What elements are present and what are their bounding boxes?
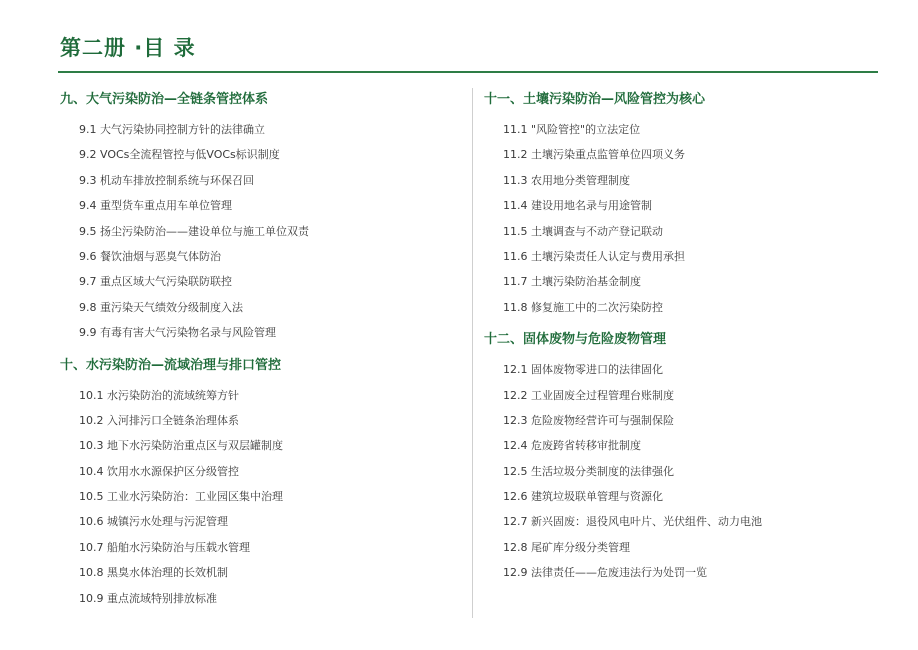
toc-item-10-1: 10.1 水污染防治的流域统筹方针 — [79, 388, 239, 402]
toc-item-11-2: 11.2 土壤污染重点监管单位四项义务 — [503, 148, 685, 162]
column-divider — [472, 88, 473, 618]
toc-item-12-5: 12.5 生活垃圾分类制度的法律强化 — [503, 464, 674, 478]
toc-item-9-2: 9.2 VOCs全流程管控与低VOCs标识制度 — [79, 148, 280, 162]
toc-item-10-8: 10.8 黑臭水体治理的长效机制 — [79, 566, 228, 580]
toc-item-11-5: 11.5 土壤调查与不动产登记联动 — [503, 224, 663, 238]
toc-item-12-3: 12.3 危险废物经营许可与强制保险 — [503, 413, 674, 427]
toc-item-9-6: 9.6 餐饮油烟与恶臭气体防治 — [79, 249, 221, 263]
toc-item-10-3: 10.3 地下水污染防治重点区与双层罐制度 — [79, 439, 283, 453]
toc-item-10-2: 10.2 入河排污口全链条治理体系 — [79, 413, 239, 427]
toc-right-column — [484, 90, 884, 596]
toc-item-12-8: 12.8 尾矿库分级分类管理 — [503, 540, 630, 554]
toc-item-10-7: 10.7 船舶水污染防治与压载水管理 — [79, 540, 250, 554]
toc-item-12-9: 12.9 法律责任——危废违法行为处罚一览 — [503, 566, 707, 580]
toc-left-column — [60, 90, 460, 621]
toc-item-12-4: 12.4 危废跨省转移审批制度 — [503, 439, 641, 453]
toc-item-12-1: 12.1 固体废物零进口的法律固化 — [503, 363, 663, 377]
toc-item-12-2: 12.2 工业固废全过程管理台账制度 — [503, 388, 674, 402]
toc-item-11-7: 11.7 土壤污染防治基金制度 — [503, 275, 641, 289]
toc-item-10-9: 10.9 重点流域特别排放标准 — [79, 591, 217, 605]
toc-item-10-5: 10.5 工业水污染防治：工业园区集中治理 — [79, 490, 283, 504]
chapter-10-items — [60, 383, 460, 612]
toc-item-11-3: 11.3 农用地分类管理制度 — [503, 173, 630, 187]
toc-item-9-4: 9.4 重型货车重点用车单位管理 — [79, 199, 232, 213]
title-rule — [58, 71, 878, 73]
chapter-9-title: 九、大气污染防治—全链条管控体系 — [60, 92, 269, 107]
toc-item-12-6: 12.6 建筑垃圾联单管理与资源化 — [503, 490, 663, 504]
toc-item-9-9: 9.9 有毒有害大气污染物名录与风险管理 — [79, 326, 276, 340]
page-title: 第二册 ·目 录 — [60, 36, 196, 60]
toc-item-11-1: 11.1 "风险管控"的立法定位 — [503, 123, 641, 136]
toc-item-10-4: 10.4 饮用水水源保护区分级管控 — [79, 464, 239, 478]
toc-item-12-7: 12.7 新兴固废：退役风电叶片、光伏组件、动力电池 — [503, 515, 762, 529]
toc-item-9-5: 9.5 扬尘污染防治——建设单位与施工单位双责 — [79, 224, 309, 238]
chapter-10-title: 十、水污染防治—流域治理与排口管控 — [60, 357, 282, 373]
toc-item-11-8: 11.8 修复施工中的二次污染防控 — [503, 300, 663, 314]
toc-item-10-6: 10.6 城镇污水处理与污泥管理 — [79, 515, 228, 529]
toc-item-9-8: 9.8 重污染天气绩效分级制度入法 — [79, 300, 243, 314]
toc-item-9-1: 9.1 大气污染协同控制方针的法律确立 — [79, 123, 265, 136]
chapter-12-items — [484, 357, 884, 586]
toc-item-11-4: 11.4 建设用地名录与用途管制 — [503, 199, 652, 213]
toc-item-9-3: 9.3 机动车排放控制系统与环保召回 — [79, 173, 254, 187]
toc-item-11-6: 11.6 土壤污染责任人认定与费用承担 — [503, 249, 685, 263]
toc-item-9-7: 9.7 重点区域大气污染联防联控 — [79, 275, 232, 289]
chapter-11-title: 十一、土壤污染防治—风险管控为核心 — [484, 92, 706, 107]
chapter-12-title: 十二、固体废物与危险废物管理 — [484, 332, 667, 348]
chapter-9-items — [60, 117, 460, 346]
chapter-11-items — [484, 117, 884, 320]
